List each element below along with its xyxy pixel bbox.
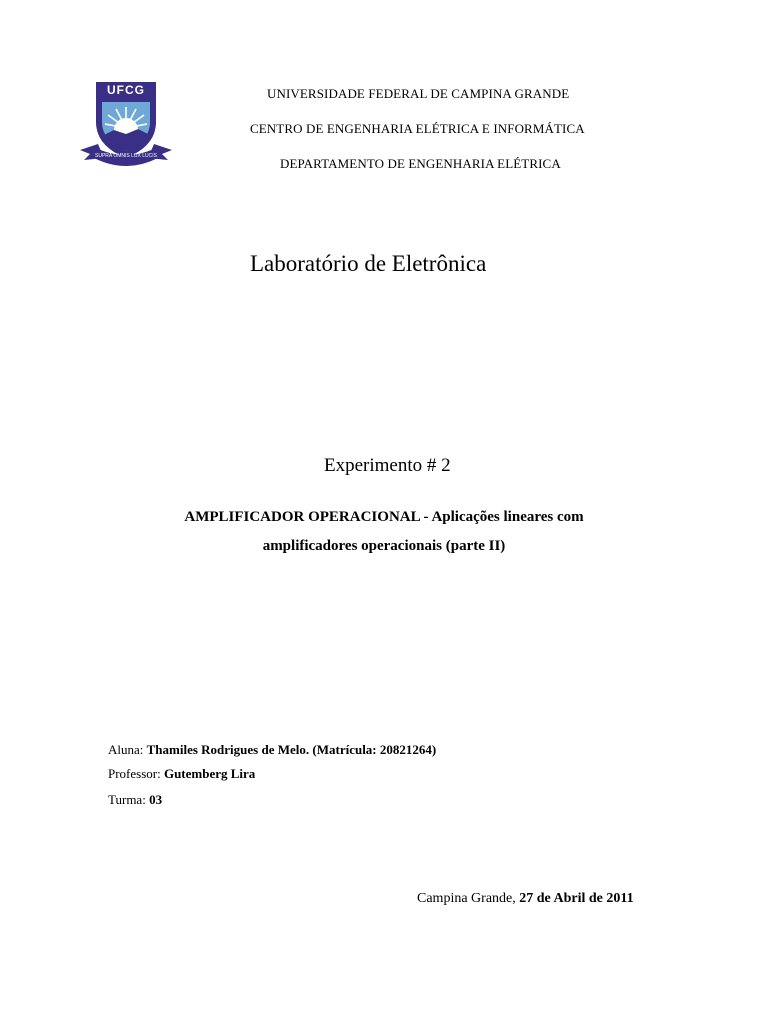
class-label: Turma:: [108, 792, 150, 807]
student-row: [108, 742, 436, 758]
professor-label: Professor:: [108, 766, 164, 781]
lab-title: Laboratório de Eletrônica: [250, 251, 487, 276]
subtitle-line-2: amplificadores operacionais (parte II): [262, 538, 506, 554]
university-name: UNIVERSIDADE FEDERAL DE CAMPINA GRANDE: [267, 86, 570, 101]
professor-value: Gutemberg Lira: [163, 766, 256, 781]
professor-row: [108, 766, 255, 782]
department-name: DEPARTAMENTO DE ENGENHARIA ELÉTRICA: [280, 156, 561, 171]
city: Campina Grande,: [417, 891, 520, 906]
center-name: CENTRO DE ENGENHARIA ELÉTRICA E INFORMÁTICA: [250, 121, 585, 136]
date: 27 de Abril de 2011: [519, 891, 634, 906]
ufcg-logo: [78, 80, 174, 172]
logo-acronym: UFCG: [107, 83, 145, 97]
student-label: Aluna:: [108, 742, 147, 757]
subtitle-line-1: AMPLIFICADOR OPERACIONAL - Aplicações lineares com: [184, 509, 584, 525]
logo-motto: SUPRA OMNIS LUX LUCIS: [95, 153, 157, 159]
place-date: [417, 891, 634, 907]
class-value: 03: [149, 792, 163, 807]
experiment-title: Experimento # 2: [324, 455, 451, 476]
student-value: Thamiles Rodrigues de Melo. (Matrícula: 20821264): [146, 742, 437, 757]
experiment-subtitle: [110, 503, 658, 561]
class-row: [108, 792, 162, 808]
